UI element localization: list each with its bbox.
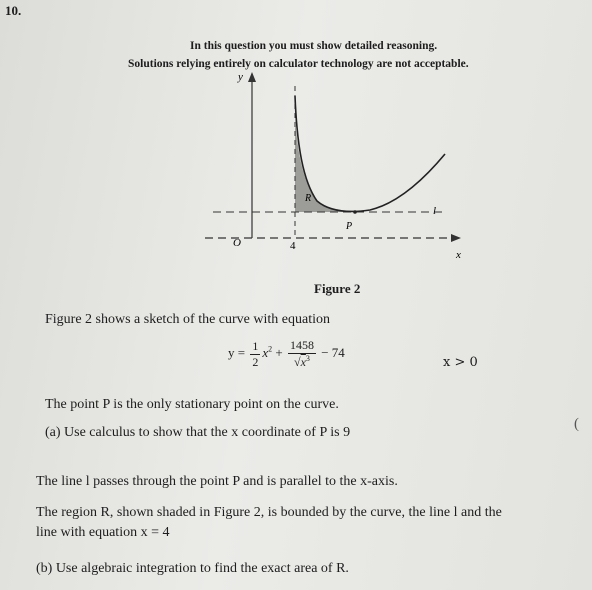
line-l-description: The line l passes through the point P and is parallel to the x-axis. (36, 474, 398, 489)
half-numerator: 1 (252, 338, 259, 353)
x-axis-arrow (451, 234, 461, 242)
question-number: 10. (5, 3, 22, 18)
domain-condition: x > 0 (443, 355, 478, 370)
half-denominator: 2 (252, 354, 259, 369)
x-axis-label: x (456, 249, 461, 261)
part-a-text: (a) Use calculus to show that the x coordinate of P is 9 (45, 425, 351, 440)
fraction-numerator: 1458 (289, 338, 314, 352)
figure-caption: Figure 2 (314, 281, 361, 296)
origin-label: O (233, 237, 241, 249)
den-x: x (300, 355, 306, 369)
instruction-calculator: Solutions relying entirely on calculator technology are not acceptable. (128, 58, 469, 70)
point-p-marker (353, 210, 357, 214)
fraction-denominator: $√x^3$ (294, 354, 310, 369)
line-l-label: l (433, 205, 437, 217)
stationary-point-text: The point P is the only stationary point on the curve. (45, 397, 339, 412)
minus-74: − 74 (321, 344, 345, 360)
den-exp: 3 (305, 354, 310, 363)
region-description-line-1: The region R, shown shaded in Figure 2, is bounded by the curve, the line l and the (36, 505, 502, 520)
part-b-text: (b) Use algebraic integration to find the exact area of R. (36, 561, 349, 576)
half-fraction (250, 339, 260, 370)
curve (295, 96, 445, 211)
y-axis-label: y (238, 71, 243, 83)
figure-2-sketch (205, 66, 485, 281)
y-axis-arrow (248, 72, 256, 82)
x-var: x (262, 344, 269, 360)
main-fraction (288, 338, 316, 370)
plus-sign: + (275, 344, 283, 360)
x-exponent: 2 (268, 344, 273, 354)
point-p-label: P (346, 221, 353, 232)
instruction-reasoning: In this question you must show detailed reasoning. (190, 40, 438, 52)
region-description-line-2: line with equation x = 4 (36, 525, 170, 540)
curve-equation (228, 338, 345, 370)
x-squared (262, 345, 272, 360)
equation-lhs: y = (228, 344, 246, 360)
x-tick-4-label: 4 (290, 240, 296, 252)
region-r-label: R (305, 193, 312, 204)
margin-mark: ( (574, 416, 579, 432)
region-r-shade (295, 118, 355, 212)
intro-text: Figure 2 shows a sketch of the curve with equation (45, 312, 330, 327)
